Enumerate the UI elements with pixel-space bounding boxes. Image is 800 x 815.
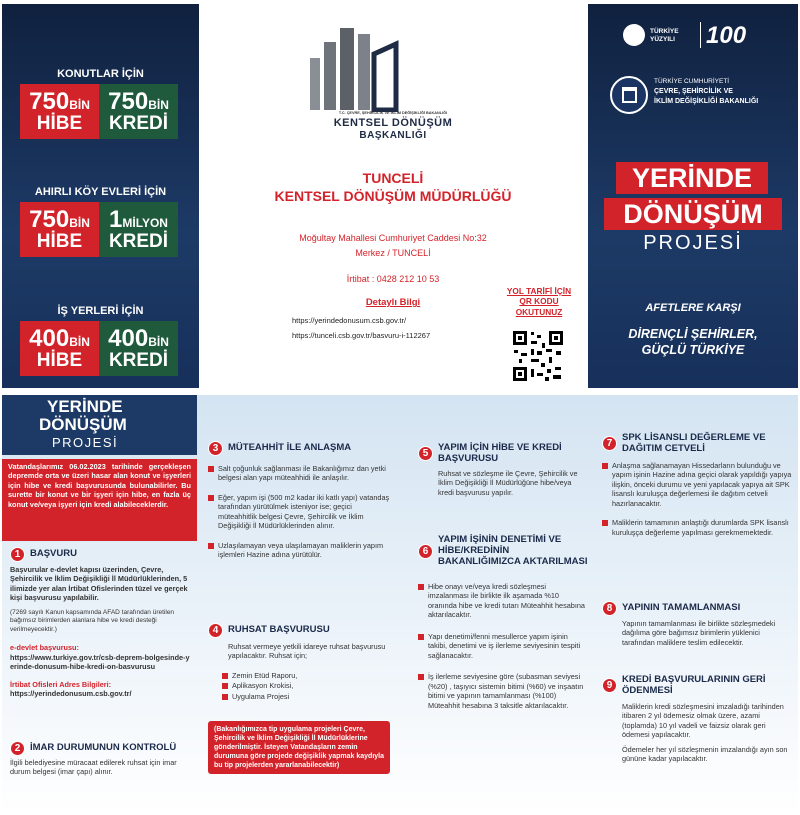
workplace-offer — [20, 321, 178, 376]
step-3-bullet-2: Eğer, yapım işi (500 m2 kadar iki katlı yapı) vatandaş tarafından yürütülmek isteniyor ise; geçici müteahhitlik belgesi Çevre, Şehircilik ve İklim Değişikliği İl Müdürlüklerinden alınır. — [218, 492, 390, 531]
workplace-grant-label: HİBE — [36, 350, 83, 371]
step-5 — [418, 443, 588, 497]
step-8-title: YAPININ TAMAMLANMASI — [622, 602, 741, 614]
slogan-line2: GÜÇLÜ TÜRKİYE — [641, 343, 745, 357]
step-9-title: KREDİ BAŞVURULARININ GERİ ÖDENMESİ — [622, 674, 766, 696]
workplace-credit-amount: 400 — [108, 325, 149, 352]
step-7 — [602, 433, 792, 537]
step-6-bullet-1: Hibe onayı ve/veya kredi sözleşmesi imzalanması ile birlikte ilk aşamada %10 oranında hibe ve kredi tutarı Müteahhit hesabına aktarılacaktır. — [428, 581, 585, 620]
office-title1: TUNCELİ — [362, 170, 424, 186]
village-credit — [99, 202, 178, 257]
info-title: Detaylı Bilgi — [365, 297, 421, 308]
column-4 — [600, 395, 798, 815]
brochure-brand1: YERİNDE — [47, 397, 123, 416]
ministry-line3: İKLİM DEĞİŞİKLİĞİ BAKANLIĞI — [654, 98, 759, 105]
step-8 — [602, 601, 792, 647]
village-title: AHIRLI KÖY EVLERİ İÇİN — [34, 186, 167, 198]
village-credit-label: KREDİ — [108, 231, 169, 252]
step-4 — [208, 623, 392, 701]
village-grant-label: HİBE — [36, 231, 83, 252]
step-1 — [10, 547, 192, 699]
step-3-number: 3 — [208, 441, 223, 456]
housing-credit-amount: 750 — [108, 88, 149, 115]
address-line2: Merkez / TUNCELİ — [355, 248, 431, 258]
step-4-title: RUHSAT BAŞVURUSU — [228, 624, 330, 636]
step-6-bullet-2: Yapı denetimi/fenni mesullerce yapım işinin takibi, denetimi ve iş ilerleme seviyesinin tespiti sağlanacaktır. — [428, 631, 581, 660]
step-3-bullet-3: Uzlaşılamayan veya ulaşılamayan maliklerin yapım işlemleri Hazine adına yürütülür. — [218, 540, 384, 560]
housing-credit-unit: BİN — [148, 98, 169, 112]
step-7-bullet-2: Maliklerin tamamının anlaştığı durumlarda SPK lisanslı kuruluşça değerleme yapılması gerekmemektedir. — [612, 518, 789, 537]
office-title2: KENTSEL DÖNÜŞÜM MÜDÜRLÜĞÜ — [274, 188, 512, 204]
step-1-text: Başvurular e-devlet kapısı üzerinden, Çevre, Şehircilik ve İklim Değişikliği İl Müdürlüklerinden, 5 ilimizde yer alan İrtibat Ofislerinden tüzel ve gerçek kişi başvurusu yapılabilir. — [10, 565, 188, 603]
slogan-top: AFETLERE KARŞI — [645, 302, 741, 314]
ministry-emblem-icon — [610, 76, 648, 114]
step-4-item-2: Aplikasyon Krokisi, — [232, 681, 294, 691]
brand-line1: YERİNDE — [616, 162, 768, 194]
offices-label: İrtibat Ofisleri Adres Bilgileri: — [10, 679, 112, 689]
step-4-item-3: Uygulama Projesi — [232, 691, 290, 701]
office-panel — [200, 4, 586, 388]
village-grant-unit: BİN — [69, 216, 90, 230]
link-tunceli[interactable]: https://tunceli.csb.gov.tr/basvuru-i-112267 — [292, 331, 431, 340]
brand-line2: DÖNÜŞÜM — [604, 198, 782, 230]
century-number: 100 — [706, 22, 747, 49]
logo-small-text: T.C. ÇEVRE, ŞEHİRCİLİK VE İKLİM DEĞİŞİKLİĞİ BAKANLIĞI — [338, 111, 448, 115]
step-6-number: 6 — [418, 544, 433, 559]
logo-line2: BAŞKANLIĞI — [359, 130, 427, 141]
housing-credit — [99, 84, 178, 139]
workplace-grant — [20, 321, 99, 376]
step-3 — [208, 441, 392, 560]
workplace-credit-unit: BİN — [148, 335, 169, 349]
step-1-number: 1 — [10, 547, 25, 562]
intro-box: Vatandaşlarımız 06.02.2023 tarihinde gerçekleşen depremde orta ve üzeri hasar alan konut ve işyerleri için hibe ve kredi başvurusunda bulunabilirler. Bu surette bir konut ve bir işyeri için hibe, en fazla üç konut ve/veya işyeri için kredi alabileceklerdir. — [2, 459, 197, 541]
housing-grant-amount: 750 — [29, 88, 70, 115]
promo-panel — [2, 4, 199, 388]
ministry-line1: TÜRKİYE CUMHURİYETİ — [654, 78, 730, 85]
slogan-line1: DİRENÇLİ ŞEHİRLER, — [628, 327, 758, 341]
step-1-note: (7269 sayılı Kanun kapsamında AFAD tarafından üretilen bağımsız birimlerden alanlara hibe ve kredi desteği verilmeyecektir.) — [10, 608, 175, 633]
workplace-grant-amount: 400 — [29, 325, 70, 352]
workplace-grant-unit: BİN — [69, 335, 90, 349]
step-2 — [10, 741, 192, 777]
offices-link[interactable]: https://yerindedonusum.csb.gov.tr/ — [10, 689, 132, 699]
century-emblem-icon — [623, 24, 645, 46]
housing-credit-label: KREDİ — [108, 113, 169, 134]
brochure-brand2: DÖNÜŞÜM — [39, 415, 127, 434]
step-3-title: MÜTEAHHİT İLE ANLAŞMA — [228, 442, 352, 454]
housing-grant-label: HİBE — [36, 113, 83, 134]
step-7-number: 7 — [602, 436, 617, 451]
step-9-text-2: Ödemeler her yıl sözleşmenin imzalandığı ayın son gününe kadar yapılacaktır. — [622, 744, 788, 764]
step-6-bullet-3: İş ilerleme seviyesine göre (subasman seviyesi (%20) , taşıyıcı sistemin bitimi (%60) ve inşaatın bitimi ve yapının tamamlanması (%100) Müteahhit hesabına 3 taksitle aktarılacaktır. — [428, 672, 584, 710]
logo-line1: KENTSEL DÖNÜŞÜM — [333, 117, 453, 129]
qr-label: YOL TARİFİ İÇİN QR KODU OKUTUNUZ — [506, 286, 572, 317]
step-9-number: 9 — [602, 678, 617, 693]
housing-title: KONUTLAR İÇİN — [57, 68, 144, 80]
step-6 — [418, 535, 588, 710]
step-4-text: Ruhsat vermeye yetkili idareye ruhsat başvurusu yapılacaktır. Ruhsat için; — [228, 642, 386, 661]
step-5-number: 5 — [418, 446, 433, 461]
housing-offer — [20, 84, 178, 139]
step-7-title: SPK LİSANSLI DEĞERLEME VE DAĞITIM CETVELİ — [622, 432, 766, 454]
village-credit-unit: MİLYON — [122, 216, 168, 230]
housing-grant-unit: BİN — [69, 98, 90, 112]
column-3 — [402, 395, 597, 815]
address-line1: Moğultay Mahallesi Cumhuriyet Caddesi No:32 — [299, 233, 487, 243]
brochure-brand3: PROJESİ — [52, 435, 119, 450]
link-yerindedonusum[interactable]: https://yerindedonusum.csb.gov.tr/ — [292, 316, 407, 325]
step-4-note: (Bakanlığımızca tip uygulama projeleri Çevre, Şehircilik ve İklim Değişikliği İl Müdürlüklerine gönderilmiştir. İsteyen Vatandaşların zemin durumuna göre projede değişiklik yapmak kaydıyla bu tip projelerden yararlanabilecektir) — [208, 721, 390, 774]
brand-line3: PROJESİ — [643, 232, 743, 254]
village-grant-amount: 750 — [29, 206, 70, 233]
ministry-line2: ÇEVRE, ŞEHİRCİLİK VE — [654, 88, 733, 95]
divider — [700, 22, 701, 48]
column-2 — [202, 395, 398, 815]
step-9-text: Maliklerin kredi sözleşmesini imzaladığı tarihinden itibaren 2 yıl ödemesiz olmak üzere, azami (toplamda) 10 yıl vadeli ve faizsiz olarak geri ödemesi yapılacaktır. — [622, 701, 784, 740]
step-8-number: 8 — [602, 601, 617, 616]
cover-panel — [588, 4, 798, 388]
step-8-text: Yapının tamamlanması ile birlikte sözleşmedeki dağılıma göre bağımsız birimlerin yüklenici tarafından maliklere teslim edilecektir. — [622, 619, 776, 647]
workplace-title: İŞ YERLERİ İÇİN — [57, 305, 144, 317]
workplace-credit-label: KREDİ — [108, 350, 169, 371]
village-credit-amount: 1 — [109, 206, 123, 233]
step-2-title: İMAR DURUMUNUN KONTROLÜ — [30, 742, 177, 754]
village-grant — [20, 202, 99, 257]
phone-number: İrtibat : 0428 212 10 53 — [346, 274, 440, 284]
step-4-item-1: Zemin Etüd Raporu, — [232, 670, 298, 680]
step-2-text: İlgili belediyesine müracaat edilerek ruhsat için imar durum belgesi (imar çapı) alınır. — [10, 758, 177, 777]
edevlet-label: e-devlet başvurusu: — [10, 643, 79, 653]
step-2-number: 2 — [10, 741, 25, 756]
step-5-text: Ruhsat ve sözleşme ile Çevre, Şehircilik ve İklim Değişikliği İl Müdürlüğüne hibe/veya kredi başvurusu yapılır. — [438, 468, 578, 497]
housing-grant — [20, 84, 99, 139]
step-6-title: YAPIM İŞİNİN DENETİMİ VE HİBE/KREDİNİN BAKANLIĞIMIZCA AKTARILMASI — [438, 534, 588, 567]
workplace-credit — [99, 321, 178, 376]
step-1-title: BAŞVURU — [30, 548, 77, 560]
step-3-bullet-1: Salt çoğunluk sağlanması ile Bakanlığımız dan yetki belgesi alan yapı müteahhidi ile anlaşılır. — [218, 464, 386, 483]
step-9 — [602, 675, 792, 764]
buildings-logo-icon — [306, 24, 402, 112]
step-5-title: YAPIM İÇİN HİBE VE KREDİ BAŞVURUSU — [438, 442, 562, 464]
step-4-number: 4 — [208, 623, 223, 638]
century-label: TÜRKİYE YÜZYILI — [650, 28, 679, 43]
step-7-bullet-1: Anlaşma sağlanamayan Hissedarların bulunduğu ve yapım işinin Hazine adına geçici olarak yapıldığı yapıya ilişkin, önceki durumu ve yeni yapılacak yapıya ait SPK lisanslı kuruluşça değerlemesi ile dağıtım cetveli hazırlanacaktır. — [612, 460, 792, 508]
edevlet-link[interactable]: https://www.turkiye.gov.tr/csb-deprem-bolgesinde-yerinde-donusum-hibe-kredi-on-basvurusu — [10, 652, 190, 672]
qr-code-icon[interactable] — [511, 329, 565, 383]
village-offer — [20, 202, 178, 257]
column-1 — [2, 395, 197, 815]
procedure-brochure — [2, 395, 798, 815]
